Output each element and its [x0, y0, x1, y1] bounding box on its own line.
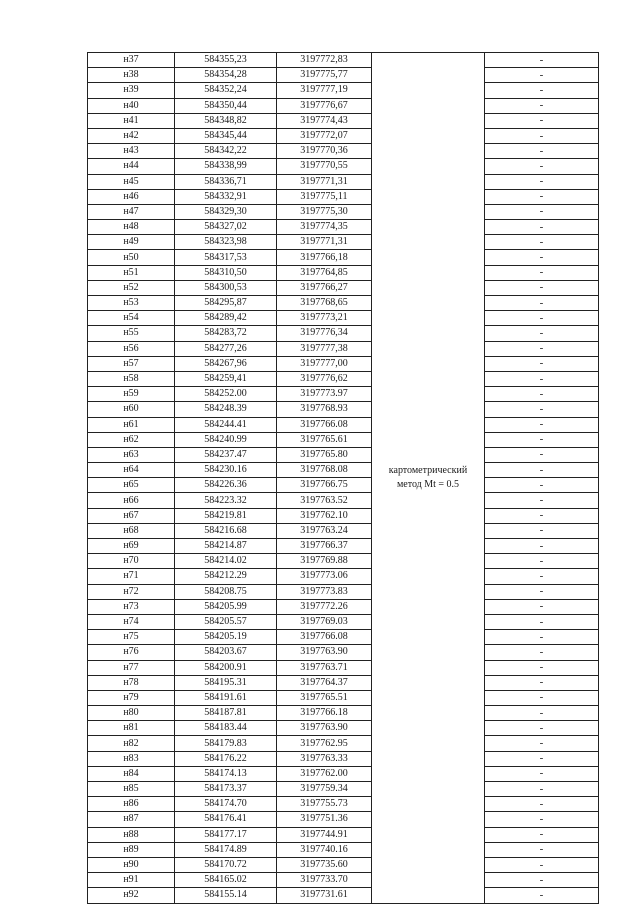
table-row [88, 220, 599, 235]
x-coordinate-cell: 584329,30 [175, 204, 277, 219]
error-value-cell: - [485, 508, 599, 523]
error-value-cell: - [485, 98, 599, 113]
y-coordinate-cell: 3197772.26 [277, 599, 372, 614]
point-id-cell: н68 [88, 523, 175, 538]
error-value-cell: - [485, 660, 599, 675]
point-id-cell: н65 [88, 478, 175, 493]
y-coordinate-cell: 3197773,21 [277, 311, 372, 326]
point-id-cell: н39 [88, 83, 175, 98]
error-value-cell: - [485, 614, 599, 629]
y-coordinate-cell: 3197762.00 [277, 766, 372, 781]
error-value-cell: - [485, 751, 599, 766]
y-coordinate-cell: 3197735.60 [277, 857, 372, 872]
point-id-cell: н78 [88, 675, 175, 690]
y-coordinate-cell: 3197759.34 [277, 782, 372, 797]
y-coordinate-cell: 3197763.33 [277, 751, 372, 766]
x-coordinate-cell: 584237.47 [175, 447, 277, 462]
y-coordinate-cell: 3197772,83 [277, 53, 372, 68]
x-coordinate-cell: 584195.31 [175, 675, 277, 690]
table-row [88, 326, 599, 341]
table-row [88, 690, 599, 705]
x-coordinate-cell: 584216.68 [175, 523, 277, 538]
x-coordinate-cell: 584283,72 [175, 326, 277, 341]
x-coordinate-cell: 584205.19 [175, 630, 277, 645]
table-row [88, 630, 599, 645]
point-id-cell: н63 [88, 447, 175, 462]
x-coordinate-cell: 584355,23 [175, 53, 277, 68]
x-coordinate-cell: 584173.37 [175, 782, 277, 797]
point-id-cell: н69 [88, 539, 175, 554]
x-coordinate-cell: 584176.41 [175, 812, 277, 827]
table-row [88, 432, 599, 447]
error-value-cell: - [485, 113, 599, 128]
y-coordinate-cell: 3197768.93 [277, 402, 372, 417]
table-row [88, 766, 599, 781]
y-coordinate-cell: 3197740.16 [277, 842, 372, 857]
x-coordinate-cell: 584155.14 [175, 888, 277, 903]
y-coordinate-cell: 3197769.03 [277, 614, 372, 629]
error-value-cell: - [485, 250, 599, 265]
coordinates-table-body [88, 53, 599, 904]
point-id-cell: н84 [88, 766, 175, 781]
table-row [88, 614, 599, 629]
y-coordinate-cell: 3197777,38 [277, 341, 372, 356]
table-row [88, 159, 599, 174]
point-id-cell: н42 [88, 128, 175, 143]
y-coordinate-cell: 3197765.51 [277, 690, 372, 705]
table-row [88, 751, 599, 766]
table-row [88, 478, 599, 493]
error-value-cell: - [485, 280, 599, 295]
table-row [88, 736, 599, 751]
y-coordinate-cell: 3197777,00 [277, 356, 372, 371]
error-value-cell: - [485, 417, 599, 432]
error-value-cell: - [485, 539, 599, 554]
point-id-cell: н59 [88, 387, 175, 402]
point-id-cell: н82 [88, 736, 175, 751]
point-id-cell: н91 [88, 873, 175, 888]
error-value-cell: - [485, 371, 599, 386]
point-id-cell: н74 [88, 614, 175, 629]
error-value-cell: - [485, 523, 599, 538]
y-coordinate-cell: 3197775,30 [277, 204, 372, 219]
point-id-cell: н55 [88, 326, 175, 341]
table-row [88, 265, 599, 280]
x-coordinate-cell: 584350,44 [175, 98, 277, 113]
y-coordinate-cell: 3197773.97 [277, 387, 372, 402]
point-id-cell: н47 [88, 204, 175, 219]
table-row [88, 402, 599, 417]
x-coordinate-cell: 584205.99 [175, 599, 277, 614]
point-id-cell: н66 [88, 493, 175, 508]
error-value-cell: - [485, 645, 599, 660]
x-coordinate-cell: 584174.89 [175, 842, 277, 857]
y-coordinate-cell: 3197772,07 [277, 128, 372, 143]
x-coordinate-cell: 584300,53 [175, 280, 277, 295]
error-value-cell: - [485, 447, 599, 462]
table-row [88, 113, 599, 128]
x-coordinate-cell: 584267,96 [175, 356, 277, 371]
table-row [88, 189, 599, 204]
point-id-cell: н73 [88, 599, 175, 614]
method-note-cell [372, 53, 485, 904]
y-coordinate-cell: 3197766.75 [277, 478, 372, 493]
x-coordinate-cell: 584179.83 [175, 736, 277, 751]
y-coordinate-cell: 3197751.36 [277, 812, 372, 827]
x-coordinate-cell: 584212.29 [175, 569, 277, 584]
point-id-cell: н90 [88, 857, 175, 872]
x-coordinate-cell: 584295,87 [175, 296, 277, 311]
x-coordinate-cell: 584177.17 [175, 827, 277, 842]
y-coordinate-cell: 3197731.61 [277, 888, 372, 903]
y-coordinate-cell: 3197773.83 [277, 584, 372, 599]
point-id-cell: н45 [88, 174, 175, 189]
x-coordinate-cell: 584252.00 [175, 387, 277, 402]
point-id-cell: н49 [88, 235, 175, 250]
point-id-cell: н58 [88, 371, 175, 386]
x-coordinate-cell: 584214.87 [175, 539, 277, 554]
error-value-cell: - [485, 144, 599, 159]
point-id-cell: н86 [88, 797, 175, 812]
error-value-cell: - [485, 341, 599, 356]
table-row [88, 493, 599, 508]
x-coordinate-cell: 584240.99 [175, 432, 277, 447]
table-row [88, 782, 599, 797]
x-coordinate-cell: 584219.81 [175, 508, 277, 523]
x-coordinate-cell: 584165.02 [175, 873, 277, 888]
table-row [88, 250, 599, 265]
table-row [88, 83, 599, 98]
point-id-cell: н88 [88, 827, 175, 842]
table-row [88, 660, 599, 675]
table-row [88, 296, 599, 311]
table-row [88, 311, 599, 326]
x-coordinate-cell: 584342,22 [175, 144, 277, 159]
x-coordinate-cell: 584203.67 [175, 645, 277, 660]
point-id-cell: н40 [88, 98, 175, 113]
y-coordinate-cell: 3197762.10 [277, 508, 372, 523]
error-value-cell: - [485, 356, 599, 371]
table-row [88, 827, 599, 842]
table-row [88, 174, 599, 189]
error-value-cell: - [485, 174, 599, 189]
table-row [88, 235, 599, 250]
y-coordinate-cell: 3197776,62 [277, 371, 372, 386]
x-coordinate-cell: 584183.44 [175, 721, 277, 736]
point-id-cell: н54 [88, 311, 175, 326]
point-id-cell: н92 [88, 888, 175, 903]
error-value-cell: - [485, 630, 599, 645]
table-row [88, 721, 599, 736]
x-coordinate-cell: 584230.16 [175, 463, 277, 478]
x-coordinate-cell: 584208.75 [175, 584, 277, 599]
x-coordinate-cell: 584200.91 [175, 660, 277, 675]
y-coordinate-cell: 3197768.08 [277, 463, 372, 478]
table-row [88, 144, 599, 159]
y-coordinate-cell: 3197763.52 [277, 493, 372, 508]
point-id-cell: н48 [88, 220, 175, 235]
error-value-cell: - [485, 220, 599, 235]
table-row [88, 280, 599, 295]
point-id-cell: н64 [88, 463, 175, 478]
error-value-cell: - [485, 159, 599, 174]
y-coordinate-cell: 3197766.08 [277, 630, 372, 645]
y-coordinate-cell: 3197774,43 [277, 113, 372, 128]
error-value-cell: - [485, 721, 599, 736]
error-value-cell: - [485, 387, 599, 402]
y-coordinate-cell: 3197763.90 [277, 645, 372, 660]
table-row [88, 128, 599, 143]
point-id-cell: н76 [88, 645, 175, 660]
error-value-cell: - [485, 766, 599, 781]
error-value-cell: - [485, 812, 599, 827]
point-id-cell: н57 [88, 356, 175, 371]
y-coordinate-cell: 3197766,27 [277, 280, 372, 295]
x-coordinate-cell: 584205.57 [175, 614, 277, 629]
x-coordinate-cell: 584277,26 [175, 341, 277, 356]
point-id-cell: н56 [88, 341, 175, 356]
error-value-cell: - [485, 189, 599, 204]
y-coordinate-cell: 3197770,36 [277, 144, 372, 159]
point-id-cell: н46 [88, 189, 175, 204]
table-row [88, 68, 599, 83]
table-row [88, 508, 599, 523]
y-coordinate-cell: 3197744.91 [277, 827, 372, 842]
y-coordinate-cell: 3197776,67 [277, 98, 372, 113]
point-id-cell: н38 [88, 68, 175, 83]
error-value-cell: - [485, 83, 599, 98]
y-coordinate-cell: 3197771,31 [277, 174, 372, 189]
error-value-cell: - [485, 782, 599, 797]
y-coordinate-cell: 3197763.24 [277, 523, 372, 538]
point-id-cell: н37 [88, 53, 175, 68]
method-note-line1: картометрический [388, 464, 468, 476]
y-coordinate-cell: 3197764,85 [277, 265, 372, 280]
y-coordinate-cell: 3197769.88 [277, 554, 372, 569]
x-coordinate-cell: 584244.41 [175, 417, 277, 432]
error-value-cell: - [485, 128, 599, 143]
point-id-cell: н53 [88, 296, 175, 311]
point-id-cell: н51 [88, 265, 175, 280]
x-coordinate-cell: 584174.13 [175, 766, 277, 781]
table-row [88, 554, 599, 569]
error-value-cell: - [485, 888, 599, 903]
x-coordinate-cell: 584348,82 [175, 113, 277, 128]
error-value-cell: - [485, 842, 599, 857]
table-row [88, 812, 599, 827]
point-id-cell: н50 [88, 250, 175, 265]
y-coordinate-cell: 3197755.73 [277, 797, 372, 812]
table-row [88, 797, 599, 812]
point-id-cell: н62 [88, 432, 175, 447]
error-value-cell: - [485, 235, 599, 250]
y-coordinate-cell: 3197768,65 [277, 296, 372, 311]
y-coordinate-cell: 3197775,77 [277, 68, 372, 83]
y-coordinate-cell: 3197776,34 [277, 326, 372, 341]
x-coordinate-cell: 584214.02 [175, 554, 277, 569]
y-coordinate-cell: 3197766.37 [277, 539, 372, 554]
table-row [88, 675, 599, 690]
y-coordinate-cell: 3197777,19 [277, 83, 372, 98]
y-coordinate-cell: 3197775,11 [277, 189, 372, 204]
table-row [88, 842, 599, 857]
error-value-cell: - [485, 584, 599, 599]
error-value-cell: - [485, 265, 599, 280]
y-coordinate-cell: 3197773.06 [277, 569, 372, 584]
error-value-cell: - [485, 53, 599, 68]
table-row [88, 387, 599, 402]
point-id-cell: н75 [88, 630, 175, 645]
point-id-cell: н43 [88, 144, 175, 159]
table-row [88, 645, 599, 660]
point-id-cell: н81 [88, 721, 175, 736]
error-value-cell: - [485, 797, 599, 812]
x-coordinate-cell: 584332,91 [175, 189, 277, 204]
point-id-cell: н80 [88, 706, 175, 721]
error-value-cell: - [485, 402, 599, 417]
table-row [88, 569, 599, 584]
x-coordinate-cell: 584336,71 [175, 174, 277, 189]
error-value-cell: - [485, 827, 599, 842]
coordinates-table [87, 52, 599, 904]
error-value-cell: - [485, 675, 599, 690]
x-coordinate-cell: 584176.22 [175, 751, 277, 766]
x-coordinate-cell: 584248.39 [175, 402, 277, 417]
point-id-cell: н60 [88, 402, 175, 417]
x-coordinate-cell: 584289,42 [175, 311, 277, 326]
table-row [88, 53, 599, 68]
error-value-cell: - [485, 296, 599, 311]
point-id-cell: н61 [88, 417, 175, 432]
point-id-cell: н67 [88, 508, 175, 523]
point-id-cell: н71 [88, 569, 175, 584]
point-id-cell: н89 [88, 842, 175, 857]
y-coordinate-cell: 3197766.08 [277, 417, 372, 432]
x-coordinate-cell: 584352,24 [175, 83, 277, 98]
x-coordinate-cell: 584323,98 [175, 235, 277, 250]
table-row [88, 706, 599, 721]
y-coordinate-cell: 3197762.95 [277, 736, 372, 751]
error-value-cell: - [485, 463, 599, 478]
y-coordinate-cell: 3197765.80 [277, 447, 372, 462]
error-value-cell: - [485, 599, 599, 614]
x-coordinate-cell: 584223.32 [175, 493, 277, 508]
point-id-cell: н83 [88, 751, 175, 766]
table-row [88, 447, 599, 462]
x-coordinate-cell: 584345,44 [175, 128, 277, 143]
point-id-cell: н52 [88, 280, 175, 295]
y-coordinate-cell: 3197763.71 [277, 660, 372, 675]
x-coordinate-cell: 584170.72 [175, 857, 277, 872]
table-row [88, 523, 599, 538]
x-coordinate-cell: 584191.61 [175, 690, 277, 705]
point-id-cell: н77 [88, 660, 175, 675]
table-row [88, 98, 599, 113]
y-coordinate-cell: 3197765.61 [277, 432, 372, 447]
error-value-cell: - [485, 569, 599, 584]
point-id-cell: н87 [88, 812, 175, 827]
table-row [88, 873, 599, 888]
y-coordinate-cell: 3197733.70 [277, 873, 372, 888]
y-coordinate-cell: 3197770,55 [277, 159, 372, 174]
x-coordinate-cell: 584317,53 [175, 250, 277, 265]
table-row [88, 584, 599, 599]
error-value-cell: - [485, 493, 599, 508]
y-coordinate-cell: 3197774,35 [277, 220, 372, 235]
y-coordinate-cell: 3197766.18 [277, 706, 372, 721]
x-coordinate-cell: 584354,28 [175, 68, 277, 83]
table-row [88, 463, 599, 478]
error-value-cell: - [485, 736, 599, 751]
y-coordinate-cell: 3197763.90 [277, 721, 372, 736]
error-value-cell: - [485, 311, 599, 326]
point-id-cell: н44 [88, 159, 175, 174]
x-coordinate-cell: 584338,99 [175, 159, 277, 174]
y-coordinate-cell: 3197764.37 [277, 675, 372, 690]
table-row [88, 857, 599, 872]
table-row [88, 599, 599, 614]
table-row [88, 417, 599, 432]
point-id-cell: н70 [88, 554, 175, 569]
table-row [88, 204, 599, 219]
point-id-cell: н41 [88, 113, 175, 128]
error-value-cell: - [485, 873, 599, 888]
table-row [88, 371, 599, 386]
table-row [88, 356, 599, 371]
x-coordinate-cell: 584174.70 [175, 797, 277, 812]
error-value-cell: - [485, 432, 599, 447]
y-coordinate-cell: 3197771,31 [277, 235, 372, 250]
method-note-line2: метод Mt = 0.5 [396, 478, 460, 490]
table-row [88, 539, 599, 554]
error-value-cell: - [485, 554, 599, 569]
point-id-cell: н85 [88, 782, 175, 797]
error-value-cell: - [485, 857, 599, 872]
x-coordinate-cell: 584259,41 [175, 371, 277, 386]
y-coordinate-cell: 3197766,18 [277, 250, 372, 265]
coordinates-table-container [87, 52, 598, 901]
error-value-cell: - [485, 326, 599, 341]
error-value-cell: - [485, 68, 599, 83]
error-value-cell: - [485, 706, 599, 721]
point-id-cell: н72 [88, 584, 175, 599]
x-coordinate-cell: 584327,02 [175, 220, 277, 235]
table-row [88, 341, 599, 356]
table-row [88, 888, 599, 903]
error-value-cell: - [485, 690, 599, 705]
error-value-cell: - [485, 478, 599, 493]
error-value-cell: - [485, 204, 599, 219]
x-coordinate-cell: 584226.36 [175, 478, 277, 493]
point-id-cell: н79 [88, 690, 175, 705]
x-coordinate-cell: 584187.81 [175, 706, 277, 721]
x-coordinate-cell: 584310,50 [175, 265, 277, 280]
